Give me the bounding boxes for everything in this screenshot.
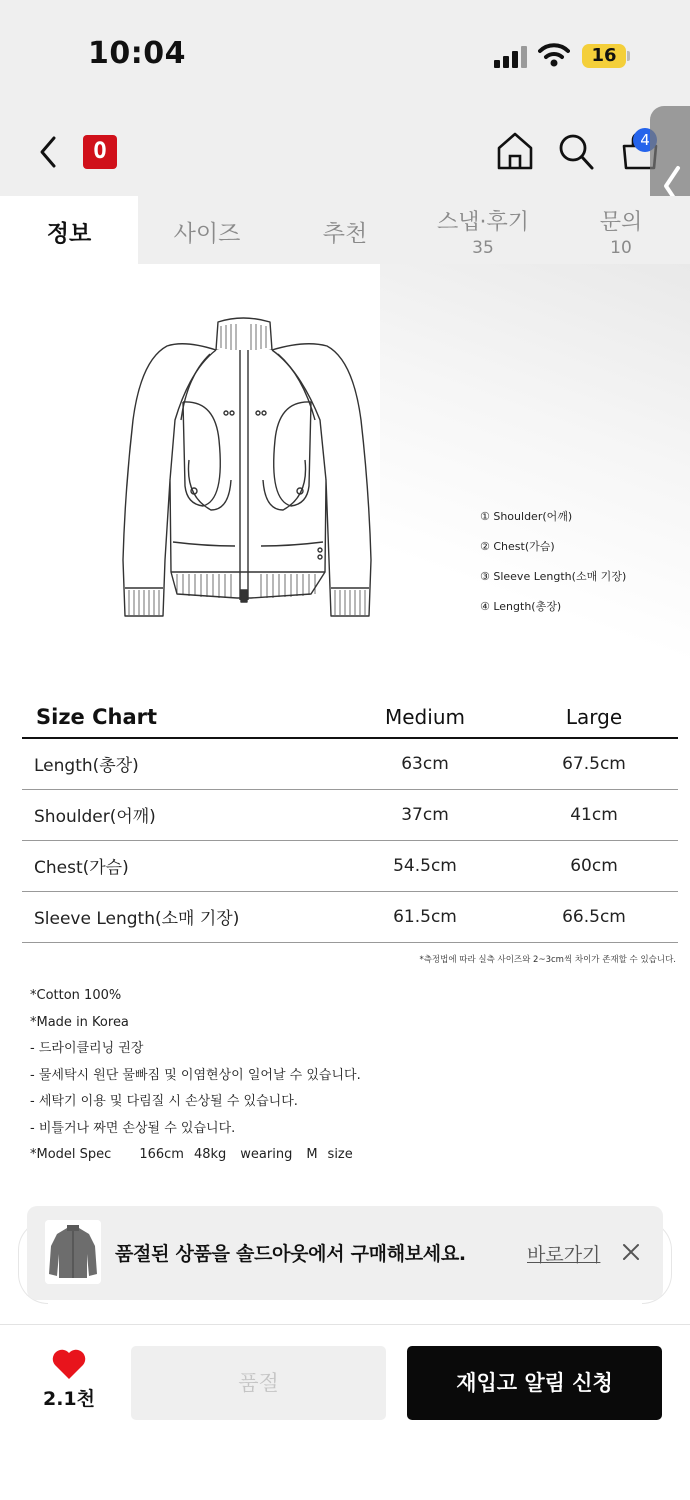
row-label: Length(총장) <box>22 738 340 789</box>
size-chart-table <box>22 696 678 943</box>
note-line: *Made in Korea <box>30 1014 129 1030</box>
size-chart-title: Size Chart <box>22 696 340 738</box>
measurement-note: *측정법에 따라 실측 사이즈와 2~3cm씩 차이가 존재할 수 있습니다. <box>419 955 676 965</box>
cell-value: 63cm <box>340 738 510 789</box>
model-wearing: wearing <box>240 1147 293 1162</box>
size-chart-header-row <box>22 696 678 738</box>
soldout-banner-text: 품절된 상품을 솔드아웃에서 구매해보세요. <box>115 1243 466 1265</box>
product-tabs <box>0 196 690 264</box>
tab-size[interactable]: 사이즈 <box>138 196 276 264</box>
home-icon[interactable] <box>496 130 534 172</box>
model-size-value: M <box>306 1147 318 1162</box>
row-label: Sleeve Length(소매 기장) <box>22 891 340 942</box>
cell-value: 60cm <box>510 840 678 891</box>
model-size-word: size <box>327 1147 353 1162</box>
soldout-button[interactable]: 품절 <box>131 1346 386 1420</box>
measurement-legend <box>480 508 626 628</box>
table-row <box>22 738 678 789</box>
battery-cap <box>627 51 630 61</box>
soldout-banner[interactable] <box>27 1206 663 1300</box>
battery-icon: 16 <box>582 44 626 68</box>
status-bar <box>0 0 690 110</box>
like-button[interactable] <box>40 1348 98 1420</box>
legend-item: ① Shoulder(어깨) <box>480 510 573 523</box>
size-column-header: Large <box>510 696 678 738</box>
heart-icon <box>51 1348 87 1380</box>
legend-item: ③ Sleeve Length(소매 기장) <box>480 570 627 583</box>
note-line: - 비틀거나 짜면 손상될 수 있습니다. <box>30 1120 236 1136</box>
table-row <box>22 789 678 840</box>
wifi-icon <box>538 42 570 68</box>
restock-alert-button[interactable]: 재입고 알림 신청 <box>407 1346 662 1420</box>
legend-item: ② Chest(가슴) <box>480 540 555 553</box>
product-thumbnail <box>45 1220 101 1284</box>
cell-value: 41cm <box>510 789 678 840</box>
note-line: - 물세탁시 원단 물빠짐 및 이염현상이 일어날 수 있습니다. <box>30 1067 361 1083</box>
like-count: 2.1천 <box>42 1388 95 1410</box>
cell-value: 67.5cm <box>510 738 678 789</box>
model-spec-label: *Model Spec <box>30 1147 112 1162</box>
tab-recommend[interactable]: 추천 <box>276 196 414 264</box>
product-notes <box>30 986 363 1172</box>
model-weight: 48kg <box>193 1147 227 1162</box>
brand-logo[interactable]: O <box>83 135 117 169</box>
row-label: Shoulder(어깨) <box>22 789 340 840</box>
note-line: - 세탁기 이용 및 다림질 시 손상될 수 있습니다. <box>30 1094 298 1109</box>
cell-value: 66.5cm <box>510 891 678 942</box>
cellular-signal-icon <box>494 44 528 68</box>
tab-inquiry[interactable]: 문의 10 <box>552 196 690 264</box>
note-line: - 드라이클리닝 권장 <box>30 1041 144 1056</box>
close-icon[interactable] <box>621 1242 641 1262</box>
back-button[interactable] <box>34 134 64 170</box>
tab-info[interactable]: 정보 <box>0 196 138 264</box>
cell-value: 54.5cm <box>340 840 510 891</box>
go-now-link[interactable]: 바로가기 <box>527 1244 601 1266</box>
status-time: 10:04 <box>88 36 186 71</box>
cell-value: 61.5cm <box>340 891 510 942</box>
note-line: *Cotton 100% <box>30 988 122 1003</box>
model-spec <box>30 1145 363 1172</box>
model-height: 166cm <box>139 1147 184 1162</box>
size-column-header: Medium <box>340 696 510 738</box>
bottom-divider <box>0 1324 690 1325</box>
cart-badge: 4 <box>633 128 657 152</box>
app-header <box>0 110 690 196</box>
legend-item: ④ Length(총장) <box>480 600 562 613</box>
cell-value: 37cm <box>340 789 510 840</box>
tab-snap-review[interactable]: 스냅·후기 35 <box>414 196 552 264</box>
jacket-flat-sketch <box>115 310 385 650</box>
row-label: Chest(가슴) <box>22 840 340 891</box>
table-row <box>22 891 678 942</box>
table-row <box>22 840 678 891</box>
search-icon[interactable] <box>557 132 595 172</box>
